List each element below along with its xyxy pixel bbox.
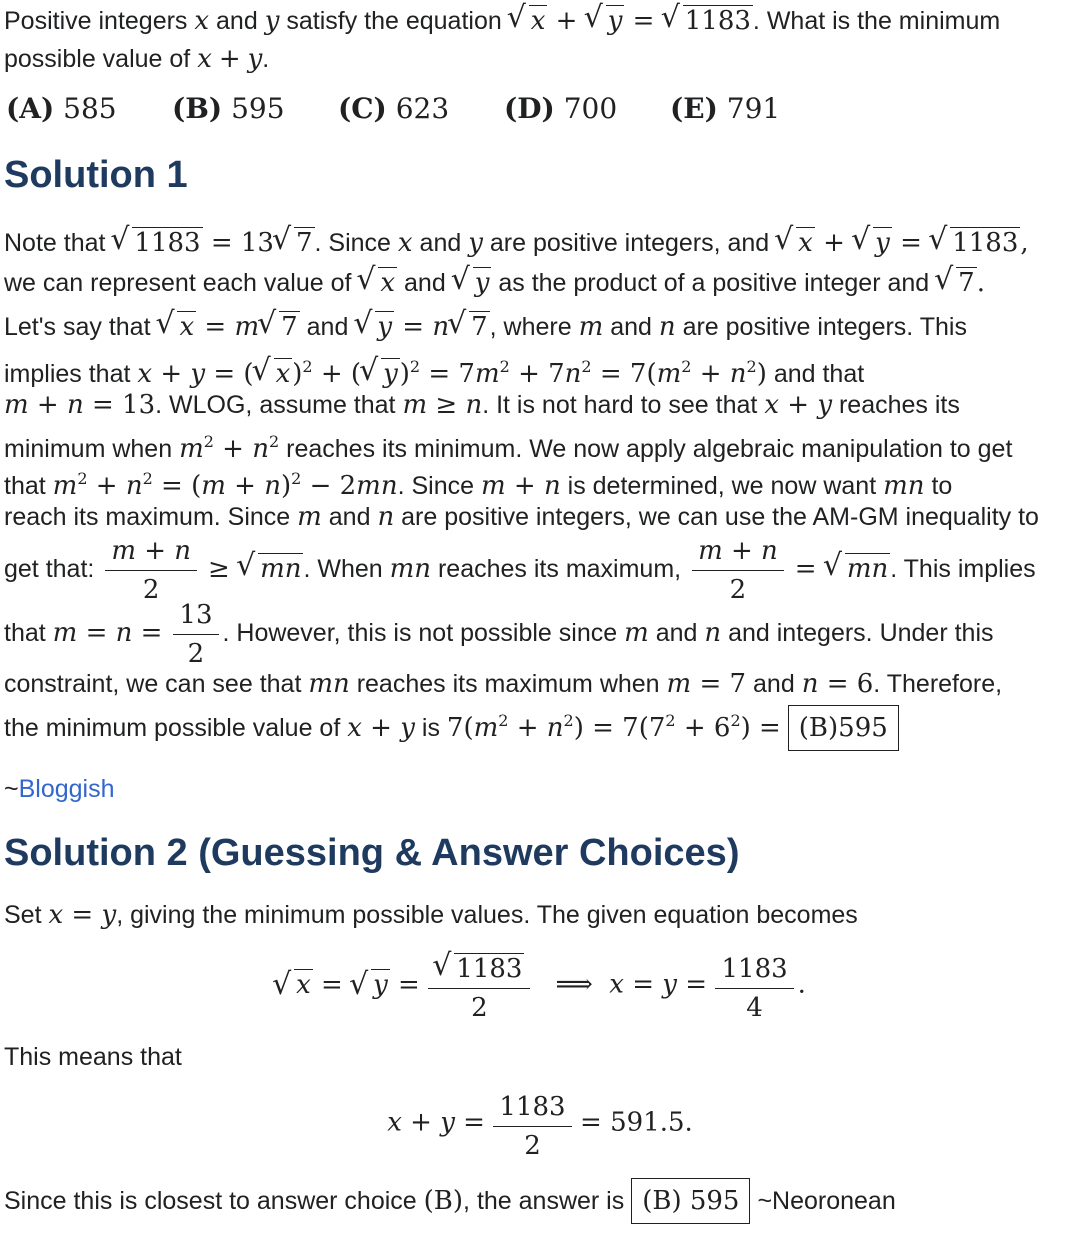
solution-2-credit: ~Neoronean bbox=[757, 1187, 896, 1215]
sol1-line-1: Note that √ 1183 = 13√ 7. Since x and y are positive integers, and √ x + √ y = √ 1183, bbox=[4, 226, 1029, 260]
solution-2-answer-box: (B) 595 bbox=[631, 1178, 750, 1224]
sol1-line-7: that $m^2 + n^2 = (m + n)^2 - 2mn$. Since m + n is determined, we now want mn to bbox=[4, 469, 953, 501]
sol1-line-11: constraint, we can see that mn reaches its maximum when m = 7 and n = 6. Therefore, bbox=[4, 669, 1003, 699]
sol1-line-8: reach its maximum. Since m and n are positive integers, we can use the AM-GM inequality to bbox=[4, 502, 1039, 532]
solution-1-credit: ~Bloggish bbox=[4, 775, 115, 803]
choice-c: (C) 623 bbox=[338, 92, 450, 125]
choice-e: (E) 791 bbox=[670, 92, 781, 125]
sol1-line-4: implies that x + y = (√ x)$^2$ + (√ $y)^2 = 7m^2 + 7n^2 = 7(m^2 + n^2)$ and that bbox=[4, 350, 864, 391]
choice-a: (A) 585 bbox=[6, 92, 117, 125]
problem-line-2: possible value of x + y. bbox=[4, 44, 270, 74]
choice-b: (B) 595 bbox=[172, 92, 285, 125]
sol2-line-2: This means that bbox=[4, 1043, 182, 1071]
sol1-line-9: get that: $\frac{m + n}{2}$ ≥ √ mn. When mn reaches its maximum, $\frac{m + n}{2}$ = √ mn. This implies bbox=[4, 532, 1036, 609]
sol1-line-12: the minimum possible value of x + y is $7(m^2 + n^2) = 7(7^2 + 6^2) = (B)595$ bbox=[4, 704, 899, 751]
sol1-line-2: we can represent each value of √ x and √ y as the product of a positive integer and √ 7. bbox=[4, 266, 985, 300]
equation-1: √ x = √ y = √ $\frac{1183}{2}$ ⟹ x = y = $\frac{1183}{4}$ . bbox=[0, 950, 1080, 1027]
bloggish-link[interactable]: Bloggish bbox=[18, 775, 115, 803]
sol1-line-10: that m = n = $\frac{13}{2}$ . However, this is not possible since m and n and integers. Under this bbox=[4, 596, 994, 673]
problem-line-1: Positive integers x and y satisfy the equation √ x + √ y = √ 1183. What is the minimum bbox=[4, 4, 1000, 38]
choice-d: (D) 700 bbox=[504, 92, 618, 125]
sol2-line-1: Set x = y, giving the minimum possible values. The given equation becomes bbox=[4, 900, 858, 930]
solution-1-heading: Solution 1 bbox=[4, 154, 188, 196]
sol2-line-3: Since this is closest to answer choice (B), the answer is (B) 595 ~Neoronean bbox=[4, 1178, 896, 1224]
sol1-line-3: Let's say that √ x = m√ 7 and √ y = n√ 7, where m and n are positive integers. This bbox=[4, 310, 967, 344]
sol1-line-5: m + n = 13. WLOG, assume that m ≥ n. It is not hard to see that x + y reaches its bbox=[4, 390, 960, 420]
equation-2: x + y = $\frac{1183}{2}$ = 591.5. bbox=[0, 1088, 1080, 1165]
given-equation: √ x + √ y = √ 1183 bbox=[509, 6, 753, 36]
solution-2-heading: Solution 2 (Guessing & Answer Choices) bbox=[4, 832, 740, 874]
solution-1-answer-box: (B)595 bbox=[788, 705, 899, 751]
sol1-line-6: minimum when $m^2 + n^2$ reaches its minimum. We now apply algebraic manipulation to get bbox=[4, 432, 1013, 464]
